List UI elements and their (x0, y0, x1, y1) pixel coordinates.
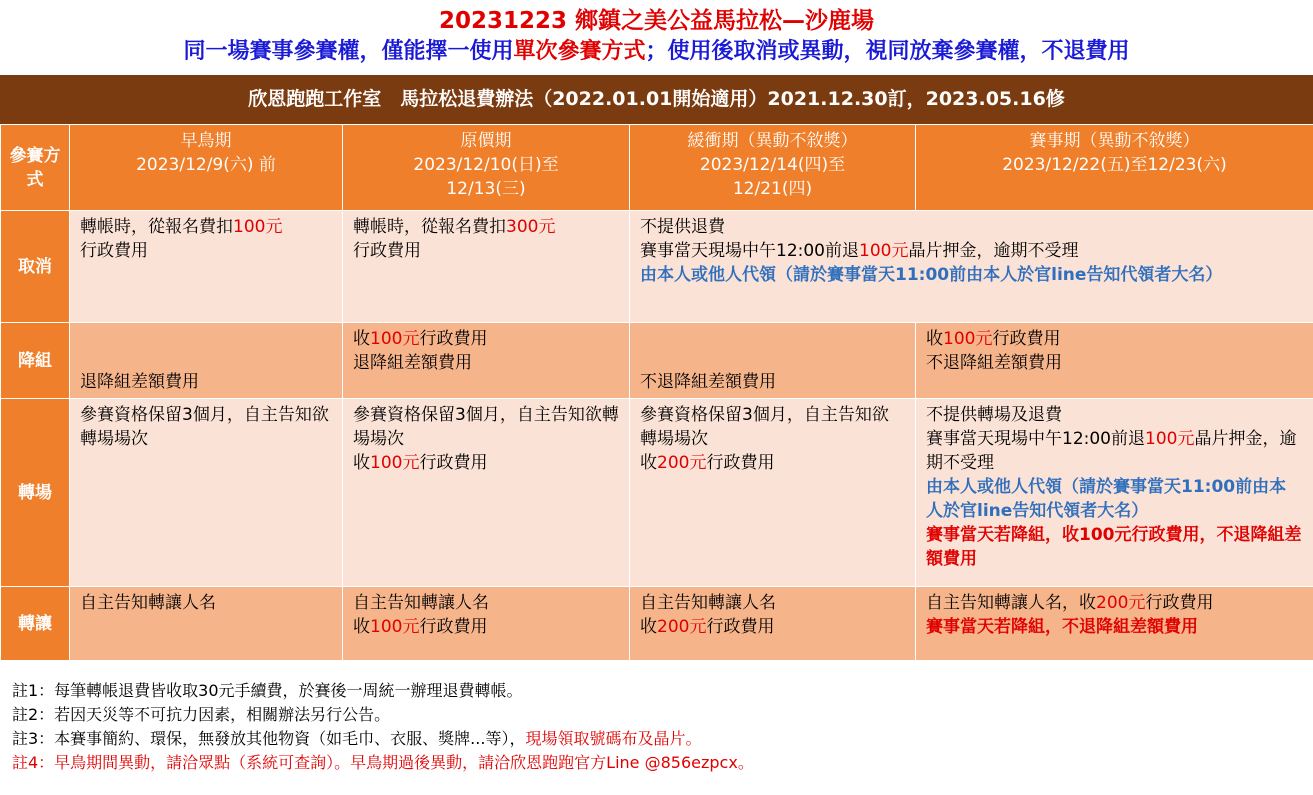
downgrade-race-prefix: 收 (926, 329, 943, 349)
refund-policy-table (0, 124, 1313, 661)
transfer-person-buffer-suffix: 行政費用 (706, 617, 775, 637)
transfer-race-regular-suffix: 行政費用 (419, 453, 488, 473)
transfer-race-early-text: 參賽資格保留3個月，自主告知欲轉場場次 (80, 405, 329, 449)
transfer-person-regular-prefix: 收 (353, 617, 370, 637)
downgrade-regular (343, 323, 630, 399)
transfer-race-buffer (630, 399, 916, 587)
transfer-person-early-text: 自主告知轉讓人名 (80, 593, 216, 613)
row-transfer-race (1, 399, 1313, 587)
cancel-chip-fee: 100元 (859, 241, 909, 261)
header-buffer-title: 緩衝期（異動不敘獎） (687, 131, 858, 151)
subtitle-part1: 同一場賽事參賽權，僅能擇一使用 (183, 39, 514, 64)
downgrade-race-refund: 不退降組差額費用 (926, 353, 1062, 373)
row-transfer-person (1, 587, 1313, 661)
note-1: 註1：每筆轉帳退費皆收取30元手續費，於賽後一周統一辦理退費轉帳。 (12, 681, 523, 700)
transfer-person-buffer-fee: 200元 (657, 617, 707, 637)
transfer-person-race-suffix: 行政費用 (1145, 593, 1214, 613)
header-regular-date-end: 12/13(三) (446, 179, 526, 199)
transfer-race-regular-text: 參賽資格保留3個月，自主告知欲轉場場次 (353, 405, 619, 449)
subtitle-part3: ；使用後取消或異動，視同放棄參賽權，不退費用 (645, 39, 1130, 64)
header-race (916, 125, 1313, 211)
transfer-person-regular-suffix: 行政費用 (419, 617, 488, 637)
transfer-race-chip-text: 賽事當天現場中午12:00前退 (926, 429, 1145, 449)
transfer-race-buffer-suffix: 行政費用 (706, 453, 775, 473)
note-2: 註2：若因天災等不可抗力因素，相關辦法另行公告。 (12, 705, 391, 724)
downgrade-race (916, 323, 1313, 399)
transfer-person-buffer (630, 587, 916, 661)
transfer-race-buffer-text: 參賽資格保留3個月，自主告知欲轉場場次 (640, 405, 889, 449)
row-transfer-person-label-text: 轉讓 (18, 613, 52, 634)
cancel-regular-text-end: 行政費用 (353, 241, 421, 261)
header-race-date: 2023/12/22(五)至12/23(六) (1002, 155, 1227, 175)
transfer-person-buffer-prefix: 收 (640, 617, 657, 637)
downgrade-regular-suffix: 行政費用 (419, 329, 488, 349)
downgrade-buffer (630, 323, 916, 399)
downgrade-regular-refund: 退降組差額費用 (353, 353, 472, 373)
row-downgrade-label-text: 降組 (18, 350, 52, 371)
page-subtitle (0, 37, 1313, 67)
transfer-race-race (916, 399, 1313, 587)
cancel-chip-text-end: 晶片押金，逾期不受理 (908, 241, 1079, 261)
policy-banner: 欣恩跑跑工作室 馬拉松退費辦法（2022.01.01開始適用）2021.12.30訂，2023.05.16修 (0, 75, 1313, 124)
row-downgrade-label (1, 323, 70, 399)
transfer-race-buffer-fee: 200元 (657, 453, 707, 473)
row-transfer-race-label (1, 399, 70, 587)
note-3-text: 註3：本賽事簡約、環保，無發放其他物資（如毛巾、衣服、獎牌...等）， (12, 729, 526, 748)
transfer-race-proxy-note: 由本人或他人代領（請於賽事當天11:00前由本人於官line告知代領者大名） (926, 477, 1287, 521)
footnotes (12, 679, 754, 775)
transfer-race-regular-prefix: 收 (353, 453, 370, 473)
cancel-early-bird (70, 211, 343, 323)
row-cancel-label-text: 取消 (18, 256, 52, 277)
row-downgrade (1, 323, 1313, 399)
header-regular (343, 125, 630, 211)
row-transfer-person-label (1, 587, 70, 661)
header-buffer (630, 125, 916, 211)
transfer-person-early-bird (70, 587, 343, 661)
transfer-race-regular-fee: 100元 (370, 453, 420, 473)
transfer-person-regular (343, 587, 630, 661)
header-regular-date: 2023/12/10(日)至 (413, 155, 559, 175)
transfer-race-chip-fee: 100元 (1145, 429, 1195, 449)
downgrade-race-suffix: 行政費用 (992, 329, 1061, 349)
downgrade-early-text: 退降組差額費用 (80, 372, 199, 392)
row-cancel (1, 211, 1313, 323)
transfer-race-downgrade-note: 賽事當天若降組，收100元行政費用，不退降組差額費用 (926, 525, 1302, 569)
transfer-race-chip-text-end: 晶片押金，逾期不受理 (926, 429, 1297, 473)
transfer-person-race-fee: 200元 (1096, 593, 1146, 613)
note-3-highlight: 現場領取號碼布及晶片。 (525, 729, 702, 748)
header-regular-title: 原價期 (460, 131, 512, 151)
transfer-race-no-refund: 不提供轉場及退費 (926, 405, 1062, 425)
header-early-bird-date: 2023/12/9(六) 前 (136, 155, 276, 175)
row-cancel-label (1, 211, 70, 323)
transfer-race-buffer-prefix: 收 (640, 453, 657, 473)
transfer-person-race-downgrade-note: 賽事當天若降組，不退降組差額費用 (926, 617, 1198, 637)
cancel-chip-refund (640, 239, 1303, 263)
cancel-no-refund: 不提供退費 (640, 217, 725, 237)
downgrade-early-bird (70, 323, 343, 399)
cancel-regular-fee: 300元 (506, 217, 556, 237)
row-transfer-race-label-text: 轉場 (18, 482, 52, 503)
cancel-proxy-note: 由本人或他人代領（請於賽事當天11:00前由本人於官line告知代領者大名） (640, 265, 1223, 285)
transfer-race-regular (343, 399, 630, 587)
transfer-person-regular-fee: 100元 (370, 617, 420, 637)
header-method-label: 參賽方式 (9, 145, 61, 190)
downgrade-regular-prefix: 收 (353, 329, 370, 349)
transfer-person-buffer-text: 自主告知轉讓人名 (640, 593, 776, 613)
header-race-title: 賽事期（異動不敘獎） (1029, 131, 1200, 151)
note-3 (12, 727, 754, 751)
cancel-early-fee: 100元 (233, 217, 283, 237)
transfer-person-regular-text: 自主告知轉讓人名 (353, 593, 489, 613)
header-early-bird-title: 早鳥期 (180, 131, 232, 151)
cancel-early-text: 轉帳時，從報名費扣 (80, 217, 233, 237)
cancel-early-text-end: 行政費用 (80, 241, 148, 261)
cancel-regular-text: 轉帳時，從報名費扣 (353, 217, 506, 237)
cancel-buffer-race (630, 211, 1313, 323)
cancel-regular (343, 211, 630, 323)
downgrade-race-fee: 100元 (943, 329, 993, 349)
header-method (1, 125, 70, 211)
header-row (1, 125, 1313, 211)
cancel-chip-text: 賽事當天現場中午12:00前退 (640, 241, 859, 261)
header-early-bird (70, 125, 343, 211)
transfer-person-race (916, 587, 1313, 661)
subtitle-part2: 單次參賽方式 (513, 39, 646, 64)
downgrade-buffer-text: 不退降組差額費用 (640, 372, 776, 392)
header-buffer-date-end: 12/21(四) (732, 179, 813, 199)
header-buffer-date: 2023/12/14(四)至 (699, 155, 846, 175)
page-title: 20231223 鄉鎮之美公益馬拉松—沙鹿場 (438, 8, 875, 34)
transfer-person-race-text: 自主告知轉讓人名，收 (926, 593, 1096, 613)
transfer-race-early-bird (70, 399, 343, 587)
note-4: 註4：早鳥期間異動，請洽眾點（系統可查詢）。早鳥期過後異動，請洽欣恩跑跑官方Line @856ezpcx。 (12, 753, 754, 772)
downgrade-regular-fee: 100元 (370, 329, 420, 349)
